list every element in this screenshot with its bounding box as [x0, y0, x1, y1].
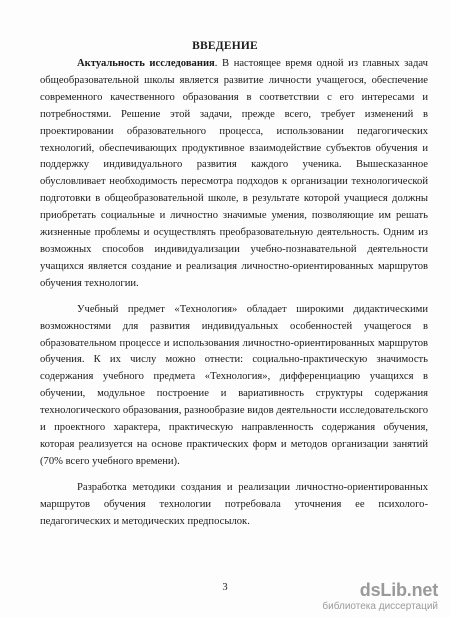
watermark-subtitle: библиотека диссертаций [322, 601, 438, 612]
relevance-text: . В настоящее время одной из главных задач общеобразовательной школы является развитие личности учащегося, обеспечение современного качественного образования в соответствии с его интересами и потребностями. Решение этой задачи, прежде всего, требует изменений в проектировании образовательного процесса, использовании педагогических технологий, обеспечивающих продуктивное взаимодействие субъектов обучения и поддержку индивидуального развития каждого ученика. Вышесказанное обусловливает необходимость пересмотра подходов к организации технологической подготовки в общеобразовательной школе, в результате которой учащиеся должны приобретать социальные и личностно значимые умения, позволяющие им решать жизненные проблемы и осуществлять преобразовательную деятельность. Одним из возможных способов индивидуализации учебно-познавательной деятельности учащихся является создание и реализация личностно-ориентированных маршрутов обучения технологии. [40, 58, 428, 289]
page-number: 3 [222, 582, 228, 593]
dslib-watermark [288, 581, 438, 613]
paragraph-subject: Учебный предмет «Технология» обладает широкими дидактическими возможностями для развития индивидуальных особенностей учащегося в образовательном процессе и использования личностно-ориентированных маршрутов обучения. К их числу можно отнести: социально-практическую значимость содержания учебного предмета «Технология», дифференциацию учащихся в обучении, модульное построение и вариативность структуры содержания технологического образования, разнообразие видов деятельности исследовательского и проектного характера, практическую направленность содержания обучения, которая реализуется на основе практических форм и методов организации занятий (70% всего учебного времени). [40, 303, 428, 467]
body-text [40, 56, 428, 530]
paragraph-gap [40, 293, 428, 302]
watermark-logo: dsLib.net [359, 580, 438, 600]
relevance-lead: Актуальность исследования [77, 58, 215, 69]
paragraph-method: Разработка методики создания и реализации личностно-ориентированных маршрутов обучения технологии потребовала уточнения ее психолого-педагогических и методических предпосылок. [40, 481, 428, 527]
paragraph-gap [40, 471, 428, 480]
paragraph-relevance [40, 56, 428, 293]
section-heading: ВВЕДЕНИЕ [192, 40, 258, 52]
